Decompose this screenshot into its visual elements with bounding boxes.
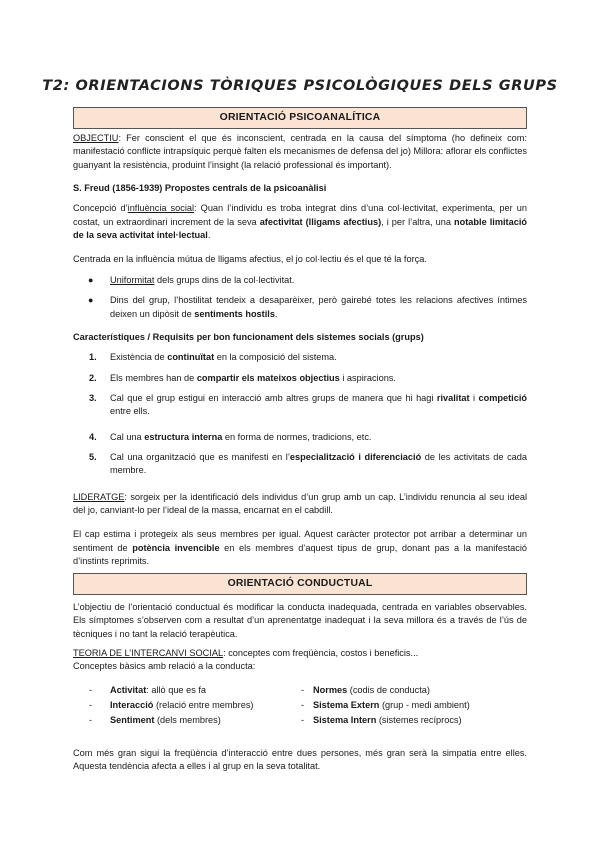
concept-interaccio: Interacció [110,700,154,711]
bullet-2-bold: sentiments hostils [194,308,275,319]
bullet-icon: ● [88,295,94,306]
bullet-list [73,274,527,321]
item-5-bold: especialització i diferenciació [289,451,422,462]
item-4-text-a: Cal una [110,431,145,442]
concept-sistema-intern: Sistema Intern [313,715,377,726]
item-4-text-c: en forma de normes, tradicions, etc. [222,431,372,442]
concept-normes: Normes [313,684,348,695]
concepcio-text-c: , i per l’altra, una [381,216,455,227]
list-item [301,699,527,712]
bullet-2-end: . [274,308,278,319]
conductual-intro: L’objectiu de l’orientació conductual és modificar la conducta inadequada, centrada en variables observables. Els símptomes s’observen com a resultat d’un aprenentatge inadequat i la seva millora és a través de l’ús de tècniques i no tant la relació terapèutica. [73,602,527,639]
cap-paragraph [73,528,527,568]
conceptes-line: Conceptes bàsics amb relació a la conducta: [73,661,256,672]
concepcio-text-b: : Quan l’individu es troba integrat dins d’una col·lectivitat, experimenta, per un costat, un extraordinari increment de la seva [73,203,527,227]
concept-sentiment-desc: (dels membres) [154,715,221,726]
section-psicoanalitica [73,107,527,568]
concepcio-paragraph [73,202,527,242]
concepcio-text-d: . [207,230,211,241]
dash-marker: - [301,684,305,695]
concepcio-underline: influència social [127,203,195,214]
caracteristiques-heading: Característiques / Requisits per bon funcionament dels sistemes socials (grups) [73,331,424,342]
item-2-text-a: Els membres han de [110,372,197,383]
bullet-2-text: Dins del grup, l’hostilitat tendeix a desaparèixer, però gairebé totes les relacions afectives íntimes deixen un dipòsit de [110,295,527,319]
dash-marker: - [89,684,93,695]
item-number: 2. [89,372,97,383]
concept-sistema-intern-desc: (sistemes recíprocs) [376,715,462,726]
list-item [73,714,301,727]
teoria-label: TEORIA DE L’INTERCANVI SOCIAL [73,648,224,659]
list-item [301,714,527,727]
dash-marker: - [301,715,305,726]
item-number: 1. [89,352,97,363]
concept-activitat-desc: : allò que es fa [146,684,207,695]
concept-sistema-extern-desc: (grup - medi ambient) [379,700,470,711]
item-2-text-c: i aspiracions. [339,372,396,383]
item-1-bold: continuïtat [167,352,215,363]
bullet-1-underline: Uniformitat [110,274,155,285]
item-number: 5. [89,451,97,462]
objectiu-text: : Fer conscient el que és inconscient, centrada en la causa del símptoma (ho defineix com: manifestació conflicte intrapsíquic perquè falten els mecanismes de defensa del jo) Millora: aflorar els conflictes guanyant la resistència, produint l’insight (la relació professional és important). [73,133,527,170]
item-3-bold-1: rivalitat [436,392,470,403]
list-item [301,684,527,697]
concepcio-bold-1: afectivitat (lligams afectius) [259,216,382,227]
list-item [73,684,301,697]
list-item [73,431,527,444]
section-heading: ORIENTACIÓ CONDUCTUAL [73,573,527,595]
list-item [73,372,527,385]
section-heading: ORIENTACIÓ PSICOANALÍTICA [73,107,527,129]
concept-sistema-extern: Sistema Extern [313,700,380,711]
concepts-left-column [73,684,301,728]
centrada-paragraph: Centrada en la influència mútua de lligams afectius, el jo col·lectiu és el que té la força. [73,254,427,265]
freud-heading: S. Freud (1856-1939) Propostes centrals de la psicoanàlisi [73,183,327,194]
item-number: 3. [89,392,97,403]
concept-normes-desc: (codis de conducta) [347,684,430,695]
item-3-bold-2: competició [478,392,527,403]
cap-text-c: en els membres d’aquest tipus de grup, donant pas a la manifestació d’instints reprimits. [73,542,527,566]
concept-sentiment: Sentiment [110,715,155,726]
item-3-text-a: Cal que el grup estigui en interacció amb altres grups de manera que hi hagi [110,392,437,403]
teoria-paragraph [73,647,527,660]
teoria-text: : conceptes com freqüència, costos i beneficis... [223,648,419,659]
lideratge-label: LIDERATGE [73,491,125,502]
bullet-1-text: dels grups dins de la col·lectivitat. [154,274,295,285]
list-item [73,392,527,419]
list-item [73,351,527,364]
item-4-bold: estructura interna [144,431,223,442]
item-2-bold: compartir els mateixos objectius [196,372,340,383]
item-1-text-a: Existència de [110,352,168,363]
dash-marker: - [89,700,93,711]
objectiu-label: OBJECTIU [73,133,119,144]
list-item [73,274,527,287]
list-item [73,451,527,478]
concept-activitat: Activitat [110,684,147,695]
numbered-list [73,351,527,477]
list-item [73,699,301,712]
item-number: 4. [89,431,97,442]
concepts-right-column [301,684,527,728]
item-5-text-c: de les activitats de cada membre. [110,451,527,476]
cap-text-a: El cap estima i protegeix als seus membres per igual. Aquest caràcter protector pot arribar a determinar un sentiment de [73,529,527,553]
final-paragraph: Com més gran sigui la freqüència d’interacció entre dues persones, més gran serà la simpatia entre elles. Aquesta tendència afecta a elles i al grup en la seva totalitat. [73,747,527,772]
list-item [73,294,527,321]
item-1-text-c: en la composició del sistema. [214,352,337,363]
document-title: T2: ORIENTACIONS TÒRIQUES PSICOLÒGIQUES DELS GRUPS [42,78,558,94]
item-3-text-m: i [469,392,479,403]
item-3-text-c: entre ells. [110,406,150,417]
dash-marker: - [89,715,93,726]
objectiu-paragraph [73,132,527,172]
concepts-columns [73,684,527,728]
dash-marker: - [301,700,305,711]
concepcio-text-a: Concepció d’ [73,203,128,214]
section-conductual [73,573,527,774]
bullet-icon: ● [88,274,94,285]
lideratge-paragraph [73,491,527,518]
concept-interaccio-desc: (relació entre membres) [153,700,254,711]
lideratge-text: : sorgeix per la identificació dels individus d’un grup amb un cap. L’individu renuncia al seu ideal del jo, canviant-lo per l’ideal de la massa, encarnat en el cabdill. [73,491,527,515]
concepcio-bold-2: notable limitació de la seva activitat intel·lectual [73,216,527,241]
item-5-text-a: Cal una organització que es manifesti en l’ [110,451,290,462]
cap-bold: potència invencible [132,542,220,553]
